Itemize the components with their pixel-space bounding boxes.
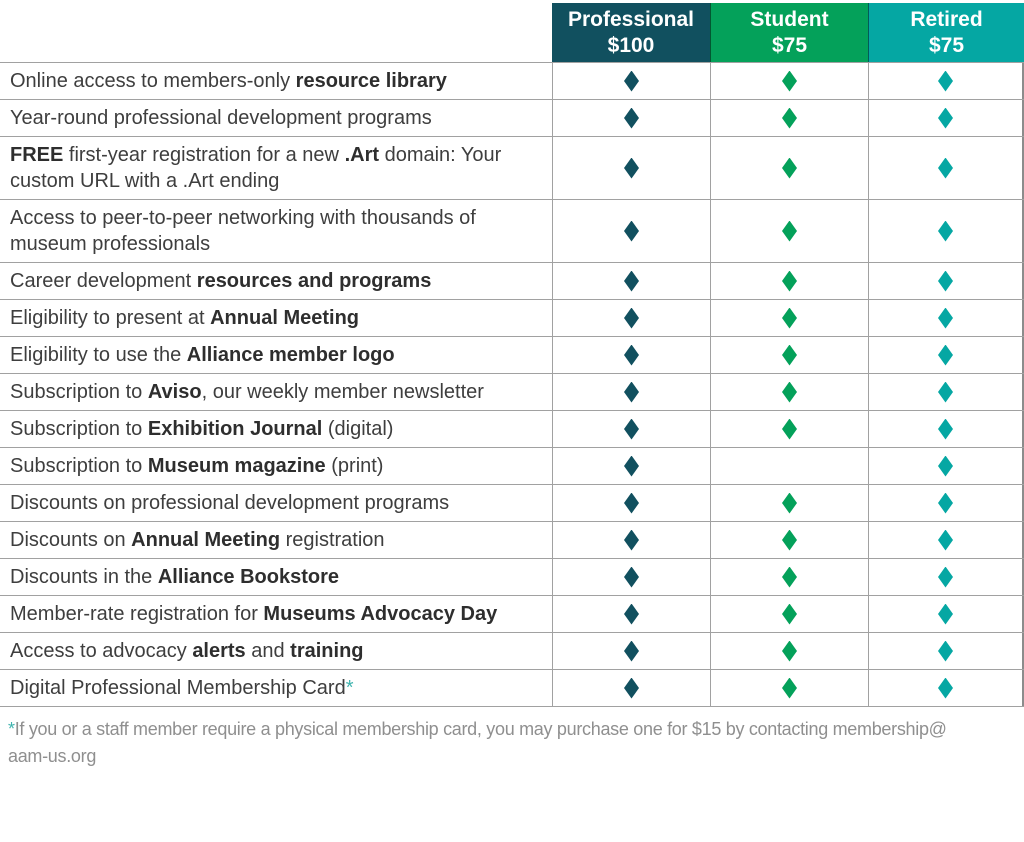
text-segment: Subscription to [10, 455, 148, 477]
text-segment: FREE [10, 144, 64, 166]
benefit-cell [710, 63, 868, 99]
included-diamond-icon [624, 108, 639, 129]
benefit-cell [868, 411, 1024, 447]
included-diamond-icon [624, 221, 639, 242]
benefit-label [0, 200, 552, 262]
benefit-label [0, 300, 552, 336]
benefit-label [0, 337, 552, 373]
text-segment: registration [280, 529, 385, 551]
text-segment: resource library [295, 70, 447, 92]
included-diamond-icon [782, 530, 797, 551]
benefit-cell [552, 263, 710, 299]
membership-table-body [0, 62, 1024, 707]
benefit-cell [552, 63, 710, 99]
benefit-cell [552, 200, 710, 262]
text-segment: Career development [10, 270, 197, 292]
benefit-cell [710, 263, 868, 299]
included-diamond-icon [782, 308, 797, 329]
benefit-cell [868, 263, 1024, 299]
benefit-cell [710, 670, 868, 706]
table-row [0, 633, 1024, 670]
included-diamond-icon [782, 567, 797, 588]
included-diamond-icon [938, 221, 953, 242]
included-diamond-icon [938, 419, 953, 440]
benefit-cell [710, 596, 868, 632]
benefit-label [0, 448, 552, 484]
text-segment: resources and programs [196, 270, 432, 292]
benefit-cell [552, 300, 710, 336]
text-segment: Digital Professional Membership Card [10, 677, 346, 699]
text-segment: Subscription to [10, 418, 148, 440]
benefit-cell [552, 485, 710, 521]
table-row [0, 485, 1024, 522]
included-diamond-icon [782, 604, 797, 625]
table-row [0, 100, 1024, 137]
text-segment: Online access to members-only [10, 70, 296, 92]
text-segment: Access to advocacy [10, 640, 193, 662]
benefit-cell [552, 522, 710, 558]
benefit-cell [868, 670, 1024, 706]
text-segment: Member-rate registration for [10, 603, 264, 625]
included-diamond-icon [938, 678, 953, 699]
benefit-cell [868, 63, 1024, 99]
included-diamond-icon [624, 71, 639, 92]
column-price: $100 [607, 33, 655, 57]
included-diamond-icon [782, 71, 797, 92]
included-diamond-icon [782, 158, 797, 179]
included-diamond-icon [938, 456, 953, 477]
benefit-cell [552, 137, 710, 199]
included-diamond-icon [938, 530, 953, 551]
included-diamond-icon [782, 493, 797, 514]
table-row [0, 411, 1024, 448]
included-diamond-icon [938, 271, 953, 292]
column-header-professional [552, 3, 710, 62]
text-segment: training [290, 640, 364, 662]
benefit-cell [868, 337, 1024, 373]
benefit-cell [868, 100, 1024, 136]
text-segment: alerts [192, 640, 246, 662]
footnote-asterisk: * [345, 677, 354, 699]
included-diamond-icon [782, 271, 797, 292]
included-diamond-icon [624, 382, 639, 403]
text-segment: first-year registration for a new [63, 144, 345, 166]
text-segment: Annual Meeting [131, 529, 281, 551]
benefit-label [0, 263, 552, 299]
benefit-cell [552, 448, 710, 484]
benefit-cell [710, 633, 868, 669]
included-diamond-icon [938, 604, 953, 625]
included-diamond-icon [624, 308, 639, 329]
benefit-cell [552, 670, 710, 706]
text-segment: Alliance Bookstore [157, 566, 340, 588]
benefit-label [0, 63, 552, 99]
column-name: Professional [567, 7, 695, 31]
benefit-label [0, 100, 552, 136]
text-segment: (digital) [322, 418, 394, 440]
benefit-cell [868, 485, 1024, 521]
benefit-cell [710, 485, 868, 521]
text-segment: Aviso [147, 381, 202, 403]
included-diamond-icon [782, 678, 797, 699]
text-segment: Discounts on [10, 529, 132, 551]
benefit-cell [710, 522, 868, 558]
footnote-line [8, 743, 1018, 770]
benefit-cell [552, 411, 710, 447]
benefit-label [0, 670, 552, 706]
included-diamond-icon [938, 493, 953, 514]
included-diamond-icon [782, 641, 797, 662]
column-header-retired [868, 3, 1024, 62]
text-segment: and [245, 640, 291, 662]
table-row [0, 596, 1024, 633]
text-segment: domain: Your custom URL with a .Art ending [10, 144, 502, 192]
benefit-label [0, 596, 552, 632]
footnote-asterisk: * [8, 719, 15, 739]
text-segment: Eligibility to use the [10, 344, 187, 366]
benefit-cell [868, 559, 1024, 595]
benefit-cell [868, 522, 1024, 558]
benefit-label [0, 137, 552, 199]
column-name: Student [750, 7, 829, 31]
included-diamond-icon [938, 158, 953, 179]
benefit-cell [710, 200, 868, 262]
included-diamond-icon [624, 345, 639, 366]
benefit-cell [868, 300, 1024, 336]
text-segment: .Art [344, 144, 380, 166]
included-diamond-icon [782, 108, 797, 129]
column-price: $75 [771, 33, 808, 57]
included-diamond-icon [782, 345, 797, 366]
benefit-cell [552, 374, 710, 410]
included-diamond-icon [624, 567, 639, 588]
benefit-cell [868, 448, 1024, 484]
included-diamond-icon [624, 641, 639, 662]
text-segment: If you or a staff member require a physical membership card, you may purchase one for $15 by contacting membership@ [14, 719, 947, 739]
benefit-cell [552, 596, 710, 632]
included-diamond-icon [624, 456, 639, 477]
included-diamond-icon [624, 530, 639, 551]
included-diamond-icon [938, 567, 953, 588]
included-diamond-icon [624, 678, 639, 699]
table-row [0, 448, 1024, 485]
text-segment: Alliance member logo [186, 344, 395, 366]
column-price: $75 [928, 33, 965, 57]
footnote [0, 716, 1024, 770]
text-segment: Discounts on professional development programs [10, 492, 450, 514]
benefit-label [0, 411, 552, 447]
included-diamond-icon [782, 221, 797, 242]
text-segment: Museum magazine [147, 455, 326, 477]
benefit-cell [868, 137, 1024, 199]
table-row [0, 670, 1024, 707]
text-segment: Discounts in the [10, 566, 158, 588]
benefit-cell [710, 411, 868, 447]
benefit-label [0, 374, 552, 410]
table-row [0, 374, 1024, 411]
included-diamond-icon [938, 382, 953, 403]
column-header-student [710, 3, 868, 62]
text-segment: Year-round professional development programs [10, 107, 432, 129]
text-segment: Access to peer-to-peer networking with thousands of museum professionals [10, 207, 476, 255]
text-segment: Eligibility to present at [10, 307, 211, 329]
footnote-line [8, 716, 1018, 743]
text-segment: Exhibition Journal [147, 418, 323, 440]
table-header-row [0, 0, 1024, 62]
table-row [0, 559, 1024, 596]
benefit-cell-empty [710, 448, 868, 484]
benefit-cell [710, 100, 868, 136]
table-row [0, 522, 1024, 559]
text-segment: aam-us.org [8, 746, 97, 766]
included-diamond-icon [938, 308, 953, 329]
table-row [0, 200, 1024, 263]
benefit-cell [710, 559, 868, 595]
included-diamond-icon [624, 493, 639, 514]
benefit-cell [710, 374, 868, 410]
column-name: Retired [910, 7, 983, 31]
benefit-label [0, 522, 552, 558]
header-corner-spacer [0, 3, 552, 62]
text-segment: Subscription to [10, 381, 148, 403]
table-row [0, 300, 1024, 337]
included-diamond-icon [624, 158, 639, 179]
benefit-cell [710, 337, 868, 373]
text-segment: , our weekly member newsletter [201, 381, 484, 403]
text-segment: Annual Meeting [210, 307, 359, 329]
included-diamond-icon [938, 345, 953, 366]
included-diamond-icon [938, 71, 953, 92]
benefit-label [0, 485, 552, 521]
text-segment: Museums Advocacy Day [263, 603, 498, 625]
included-diamond-icon [938, 641, 953, 662]
included-diamond-icon [782, 382, 797, 403]
included-diamond-icon [782, 419, 797, 440]
benefit-cell [552, 100, 710, 136]
table-row [0, 263, 1024, 300]
included-diamond-icon [624, 271, 639, 292]
included-diamond-icon [624, 604, 639, 625]
text-segment: (print) [325, 455, 384, 477]
benefit-label [0, 633, 552, 669]
benefit-cell [868, 200, 1024, 262]
benefit-cell [552, 337, 710, 373]
benefit-cell [868, 596, 1024, 632]
benefit-cell [710, 300, 868, 336]
table-row [0, 337, 1024, 374]
included-diamond-icon [938, 108, 953, 129]
benefit-cell [552, 633, 710, 669]
benefit-cell [552, 559, 710, 595]
benefit-cell [868, 633, 1024, 669]
table-row [0, 63, 1024, 100]
benefit-cell [868, 374, 1024, 410]
benefit-label [0, 559, 552, 595]
table-row [0, 137, 1024, 200]
benefit-cell [710, 137, 868, 199]
included-diamond-icon [624, 419, 639, 440]
